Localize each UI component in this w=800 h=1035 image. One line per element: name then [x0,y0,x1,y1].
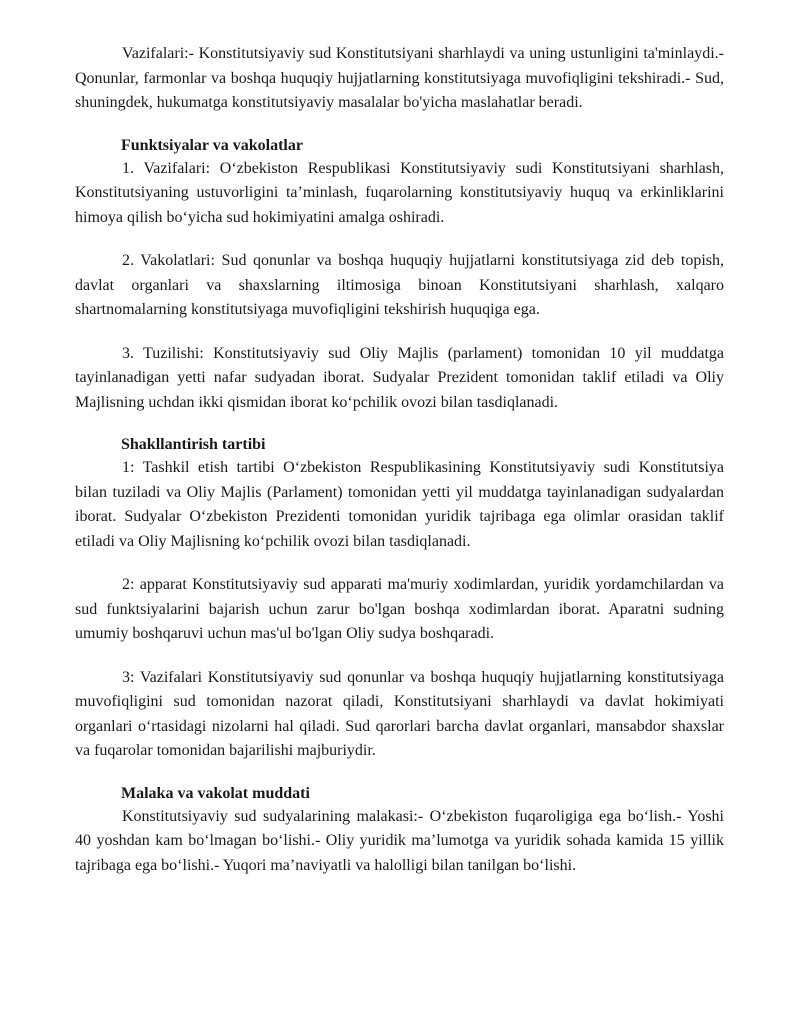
formation-item-2: 2: apparat Konstitutsiyaviy sud apparati ma'muriy xodimlardan, yuridik yordamchilardan va sud funktsiyalarini bajarish uchun zarur bo'lgan boshqa xodimlardan iborat. Aparatni sudning umumiy boshqaruvi uchun mas'ul bo'lgan Oliy sudya boshqaradi. [75,576,724,642]
functions-item-2: 2. Vakolatlari: Sud qonunlar va boshqa huquqiy hujjatlarni konstitutsiyaga zid deb topish, davlat organlari va shaxslarning iltimosiga binoan Konstitutsiyani sharhlash, xalqaro shartnomalarning konstitutsiyaga muvofiqligini tekshirish huquqiga ega. [75,252,724,318]
formation-item-3: 3: Vazifalari Konstitutsiyaviy sud qonunlar va boshqa huquqiy hujjatlarning konstitutsiyaga muvofiqligini sud tomonidan nazorat qiladi, Konstitutsiyani sharhlaydi va davlat hokimiyati organlari o‘rtasidagi nizolarni hal qiladi. Sud qarorlari barcha davlat organlari, mansabdor shaxslar va fuqarolar tomonidan bajarilishi majburiydir. [75,668,724,759]
intro-paragraph: Vazifalari:- Konstitutsiyaviy sud Konstitutsiyani sharhlaydi va uning ustunligini ta'minlaydi.- Qonunlar, farmonlar va boshqa huquqiy hujjatlarning konstitutsiyaga muvofiqligini tekshiradi.- Sud, shuningdek, hukumatga konstitutsiyaviy masalalar bo'yicha maslahatlar beradi. [75,45,724,111]
document-page [75,42,724,878]
heading-functions: Funktsiyalar va vakolatlar [121,136,303,154]
formation-item-1: 1: Tashkil etish tartibi O‘zbekiston Respublikasining Konstitutsiyaviy sudi Konstitutsiya bilan tuziladi va Oliy Majlis (Parlament) tomonidan yetti yil muddatga tayinlanadigan sudyalardan iborat. Sudyalar O‘zbekiston Prezidenti tomonidan yuridik tajribaga ega olimlar orasidan taklif etiladi va Oliy Majlisning ko‘pchilik ovozi bilan tasdiqlanadi. [75,459,724,550]
functions-item-1: 1. Vazifalari: O‘zbekiston Respublikasi Konstitutsiyaviy sudi Konstitutsiyani sharhlash, Konstitutsiyaning ustuvorligini ta’minlash, fuqarolarning konstitutsiyaviy huquq va erkinliklarini himoya qilish bo‘yicha sud hokimiyatini amalga oshiradi. [75,159,724,226]
qualification-paragraph: Konstitutsiyaviy sud sudyalarining malakasi:- O‘zbekiston fuqaroligiga ega bo‘lish.- Yoshi 40 yoshdan kam bo‘lmagan bo‘lishi.- Oliy yuridik ma’lumotga va yuridik sohada kamida 15 yillik tajribaga ega bo‘lishi.- Yuqori ma’naviyatli va halolligi bilan tanilgan bo‘lishi. [75,807,724,874]
heading-formation: Shakllantirish tartibi [121,436,266,453]
functions-item-3: 3. Tuzilishi: Konstitutsiyaviy sud Oliy Majlis (parlament) tomonidan 10 yil muddatga tayinlanadigan yetti nafar sudyadan iborat. Sudyalar Prezident tomonidan taklif etiladi va Oliy Majlisning uchdan ikki qismidan iborat ko‘pchilik ovozi bilan tasdiqlanadi. [75,344,724,411]
heading-qualification: Malaka va vakolat muddati [121,784,310,802]
